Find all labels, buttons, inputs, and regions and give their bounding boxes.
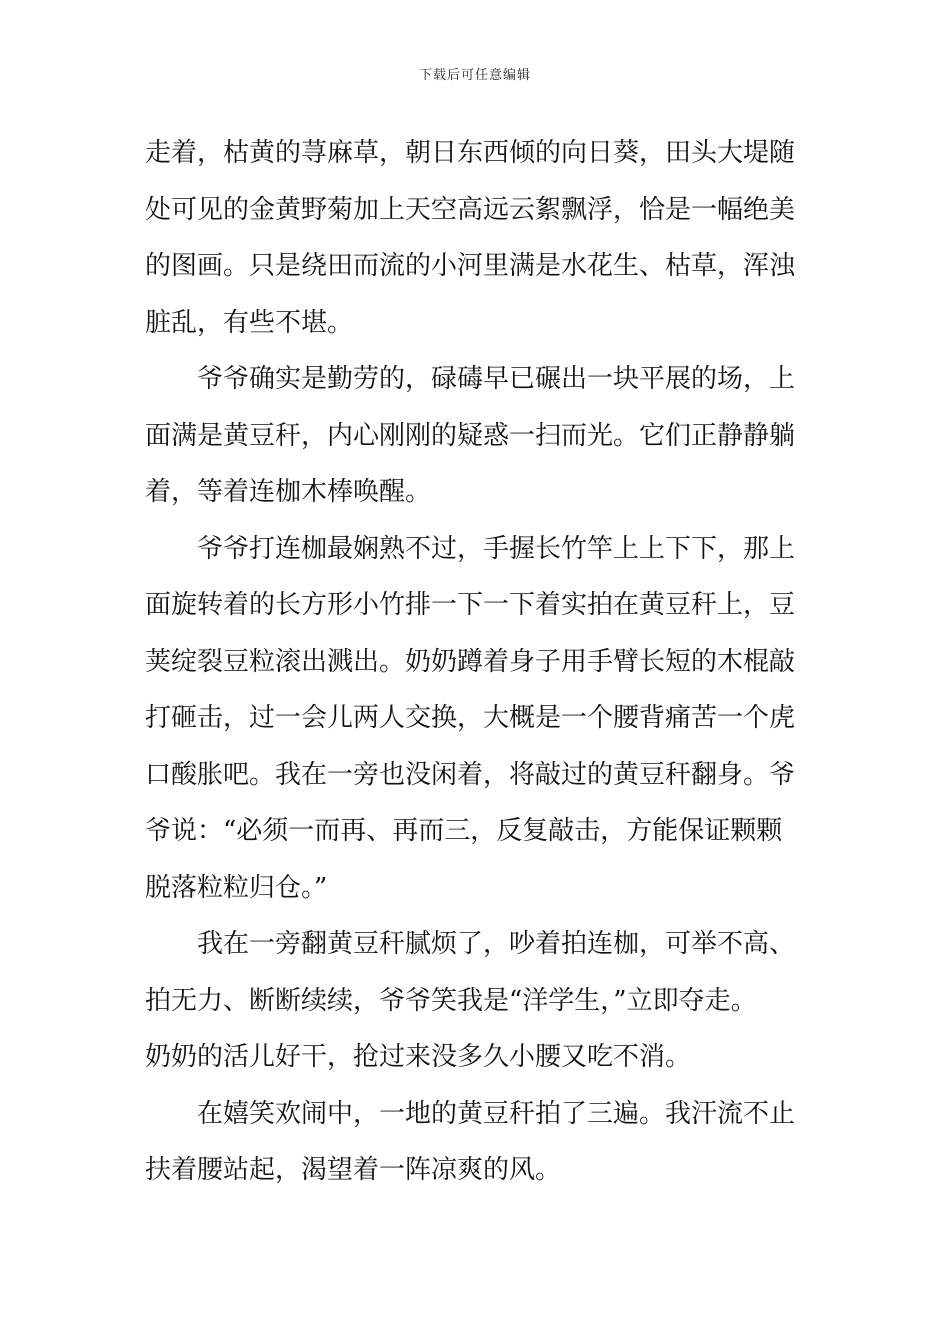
text-line: 的图画。只是绕田而流的小河里满是水花生、枯草，浑浊 <box>145 251 796 281</box>
text-line: 爷爷确实是勤劳的，碌碡早已碾出一块平展的场，上 <box>197 364 796 394</box>
text-line: 扶着腰站起，渴望着一阵凉爽的风。 <box>145 1155 562 1185</box>
text-line: 在嬉笑欢闹中，一地的黄豆秆拍了三遍。我汗流不止 <box>197 1098 796 1129</box>
page-header: 下载后可任意编辑 <box>418 68 531 83</box>
text-line: 爷说：“必须一而再、再而三，反复敲击，方能保证颗颗 <box>145 816 783 846</box>
text-line: 打砸击，过一会儿两人交换，大概是一个腰背痛苦一个虎 <box>145 703 796 733</box>
text-line: 面满是黄豆秆，内心刚刚的疑惑一扫而光。它们正静静躺 <box>145 420 796 451</box>
text-line: 我在一旁翻黄豆秆腻烦了，吵着拍连枷，可举不高、 <box>197 929 796 959</box>
text-line: 口酸胀吧。我在一旁也没闲着，将敲过的黄豆秆翻身。爷 <box>145 759 796 790</box>
text-line: 走着，枯黄的荨麻草，朝日东西倾的向日葵，田头大堤随 <box>145 138 796 168</box>
text-line: 拍无力、断断续续，爷爷笑我是“洋学生，”立即夺走。 <box>145 985 757 1016</box>
text-line: 着，等着连枷木棒唤醒。 <box>145 477 432 507</box>
text-line: 脏乱，有些不堪。 <box>145 307 354 338</box>
text-line: 荚绽裂豆粒滚出溅出。奶奶蹲着身子用手臂长短的木棍敲 <box>145 646 796 677</box>
text-line: 脱落粒粒归仓。” <box>145 872 328 903</box>
text-line: 爷爷打连枷最娴熟不过，手握长竹竿上上下下，那上 <box>197 533 796 564</box>
text-line: 面旋转着的长方形小竹排一下一下着实拍在黄豆秆上，豆 <box>145 590 796 620</box>
body-text <box>145 125 825 1199</box>
text-line: 奶奶的活儿好干，抢过来没多久小腰又吃不消。 <box>145 1042 692 1072</box>
text-line: 处可见的金黄野菊加上天空高远云絮飘浮，恰是一幅绝美 <box>145 194 796 225</box>
